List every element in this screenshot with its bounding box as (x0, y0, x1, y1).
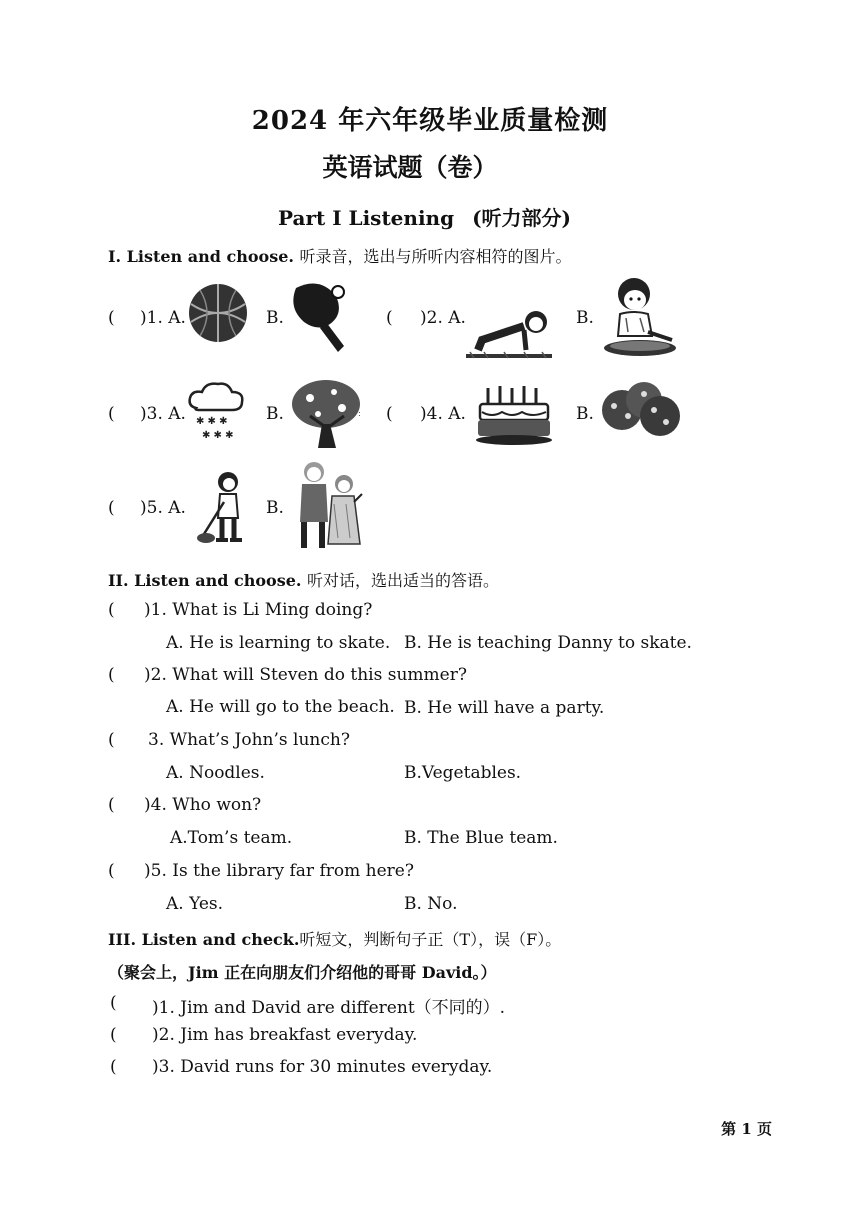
answer-paren[interactable]: ( (108, 498, 115, 518)
option-a: A.Tom’s team. (170, 828, 293, 848)
option-a: A. Yes. (166, 894, 224, 914)
question-text: )5. Is the library far from here? (144, 861, 414, 881)
option-b-label: B. (266, 498, 284, 518)
old-couple-icon (290, 458, 366, 552)
answer-paren[interactable]: ( (108, 665, 115, 685)
svg-text::: : (358, 409, 361, 418)
statement-text: )2. Jim has breakfast everyday. (152, 1025, 418, 1045)
item-number: )3. A. (140, 404, 186, 424)
section1-heading-en: Ⅰ. Listen and choose. (108, 247, 294, 266)
option-b-label: B. (576, 404, 594, 424)
option-b-label: B. (576, 308, 594, 328)
item-number: )5. A. (140, 498, 186, 518)
section2-heading-en: II. Listen and choose. (108, 571, 302, 590)
tree-icon (288, 376, 368, 450)
item-number: )1. A. (140, 308, 186, 328)
boy-sweeping-icon (196, 468, 248, 546)
option-b: B. No. (404, 894, 458, 914)
option-a: A. He will go to the beach. (166, 697, 395, 717)
statement-text: )3. David runs for 30 minutes everyday. (152, 1057, 493, 1077)
basketball-icon (186, 282, 250, 344)
page-number: 第 1 页 (721, 1120, 772, 1138)
boy-sitting-icon (600, 272, 682, 362)
option-b: B. He will have a party. (404, 698, 605, 718)
option-b-label: B. (266, 308, 284, 328)
answer-paren[interactable]: ( (108, 404, 115, 424)
cookies-icon (600, 380, 684, 442)
option-b-label: B. (266, 404, 284, 424)
part-title (278, 202, 571, 231)
option-b: B. He is teaching Danny to skate. (404, 633, 692, 653)
section2-heading (108, 568, 499, 591)
question-text: )4. Who won? (144, 795, 262, 815)
question-text: 3. What’s John’s lunch? (148, 730, 350, 750)
section3-heading-en: III. Listen and check. (108, 930, 300, 949)
option-a: A. Noodles. (166, 763, 265, 783)
snow-cloud-icon (186, 378, 246, 444)
boy-doing-pushup-icon (464, 300, 554, 362)
item-number: )4. A. (420, 404, 466, 424)
section3-heading-cn: 听短文，判断句子正（T），误（F）。 (299, 930, 562, 949)
exam-title: 2024 年六年级毕业质量检测 (251, 106, 609, 136)
question-text: )1. What is Li Ming doing? (144, 600, 373, 620)
part-title-cn: (听力部分) (472, 206, 572, 230)
option-b: B. The Blue team. (404, 828, 558, 848)
section3-context: （聚会上，Jim 正在向朋友们介绍他的哥哥 David。） (108, 963, 497, 982)
option-a: A. He is learning to skate. (166, 633, 391, 653)
section3-heading (108, 927, 561, 950)
question-text: )2. What will Steven do this summer? (144, 665, 467, 685)
section1-heading-cn: 听录音，选出与所听内容相符的图片。 (299, 247, 572, 266)
section1-heading (108, 244, 572, 267)
item-number: )2. A. (420, 308, 466, 328)
svg-text:✱ ✱ ✱: ✱ ✱ ✱ (196, 416, 228, 427)
birthday-cake-icon (474, 382, 554, 446)
exam-subtitle: 英语试题（卷） (322, 153, 498, 182)
answer-paren[interactable]: ( (110, 993, 117, 1013)
svg-text:✱ ✱ ✱: ✱ ✱ ✱ (202, 430, 234, 441)
answer-paren[interactable]: ( (386, 404, 393, 424)
answer-paren[interactable]: ( (110, 1057, 117, 1077)
part-title-en: Part I Listening (278, 206, 455, 230)
answer-paren[interactable]: ( (386, 308, 393, 328)
statement-text: )1. Jim and David are different（不同的）. (152, 998, 506, 1018)
answer-paren[interactable]: ( (108, 308, 115, 328)
ping-pong-paddle-icon (286, 280, 354, 354)
answer-paren[interactable]: ( (108, 730, 115, 750)
section2-heading-cn: 听对话，选出适当的答语。 (307, 571, 500, 590)
option-b: B.Vegetables. (404, 763, 522, 783)
answer-paren[interactable]: ( (108, 861, 115, 881)
answer-paren[interactable]: ( (108, 795, 115, 815)
answer-paren[interactable]: ( (110, 1025, 117, 1045)
answer-paren[interactable]: ( (108, 600, 115, 620)
